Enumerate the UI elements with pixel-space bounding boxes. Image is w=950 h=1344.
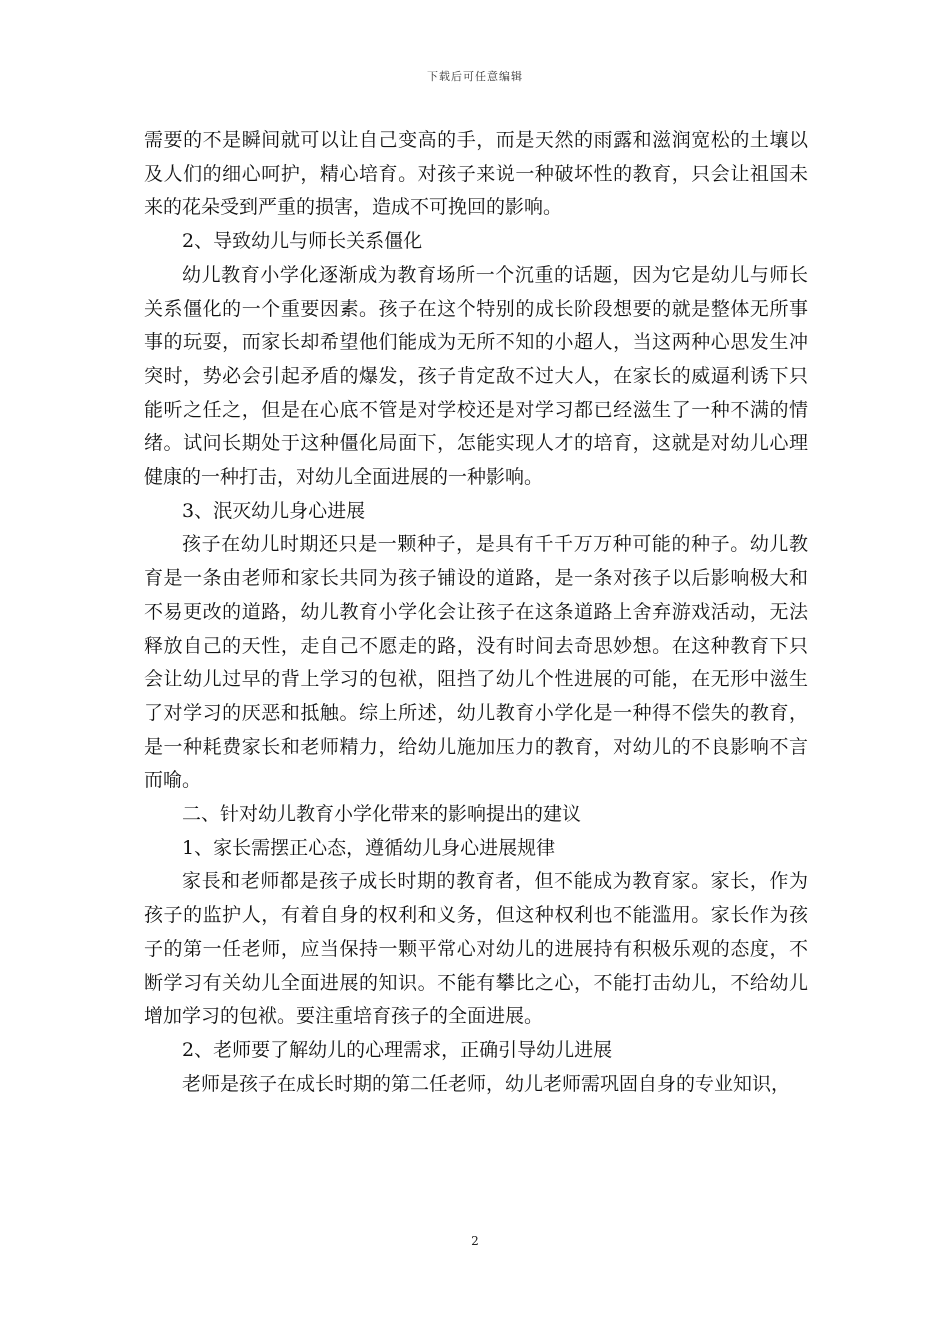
page-header: 下载后可任意编辑 — [427, 70, 523, 83]
section-heading: 2、老师要了解幼儿的心理需求，正确引导幼儿进展 — [182, 1038, 613, 1061]
section-heading: 2、导致幼儿与师长关系僵化 — [182, 230, 423, 253]
section-heading: 3、泯灭幼儿身心进展 — [182, 499, 366, 522]
page-number: 2 — [471, 1234, 479, 1248]
paragraph: 孩子在幼儿时期还只是一颗种子，是具有千千万万种可能的种子。幼儿教育是一条由老师和家长共同为孩子铺设的道路，是一条对孩子以后影响极大和不易更改的道路，幼儿教育小学化会让孩子在这条道路上舍弃游戏活动，无法释放自己的天性，走自己不愿走的路，没有时间去奇思妙想。在这种教育下只会让幼儿过早的背上学习的包袱，阻挡了幼儿个性进展的可能，在无形中滋生了对学习的厌恶和抵触。综上所述，幼儿教育小学化是一种得不偿失的教育，是一种耗费家长和老师精力，给幼儿施加压力的教育，对幼儿的不良影响不言而喻。 — [144, 533, 808, 792]
document-body — [144, 124, 808, 1101]
paragraph: 老师是孩子在成长时期的第二任老师，幼儿老师需巩固自身的专业知识， — [182, 1072, 791, 1095]
paragraph: 幼儿教育小学化逐渐成为教育场所一个沉重的话题，因为它是幼儿与师长关系僵化的一个重要因素。孩子在这个特别的成长阶段想要的就是整体无所事事的玩耍，而家长却希望他们能成为无所不知的小超人，当这两种心思发生冲突时，势必会引起矛盾的爆发，孩子肯定敌不过大人，在家长的威逼利诱下只能听之任之，但是在心底不管是对学校还是对学习都已经滋生了一种不满的情绪。试问长期处于这种僵化局面下，怎能实现人才的培育，这就是对幼儿心理健康的一种打击，对幼儿全面进展的一种影响。 — [144, 263, 808, 489]
section-heading: 1、家长需摆正心态，遵循幼儿身心进展规律 — [182, 836, 556, 859]
paragraph: 需要的不是瞬间就可以让自己变高的手，而是天然的雨露和滋润宽松的土壤以及人们的细心呵护，精心培育。对孩子来说一种破坏性的教育，只会让祖国未来的花朵受到严重的损害，造成不可挽回的影响。 — [144, 129, 808, 219]
section-heading: 二、针对幼儿教育小学化带来的影响提出的建议 — [182, 803, 582, 826]
paragraph: 家長和老师都是孩子成长时期的教育者，但不能成为教育家。家长，作为孩子的监护人，有着自身的权利和义务，但这种权利也不能滥用。家长作为孩子的第一任老师，应当保持一颗平常心对幼儿的进展持有积极乐观的态度，不断学习有关幼儿全面进展的知识。不能有攀比之心，不能打击幼儿，不给幼儿增加学习的包袱。要注重培育孩子的全面进展。 — [144, 870, 808, 1028]
